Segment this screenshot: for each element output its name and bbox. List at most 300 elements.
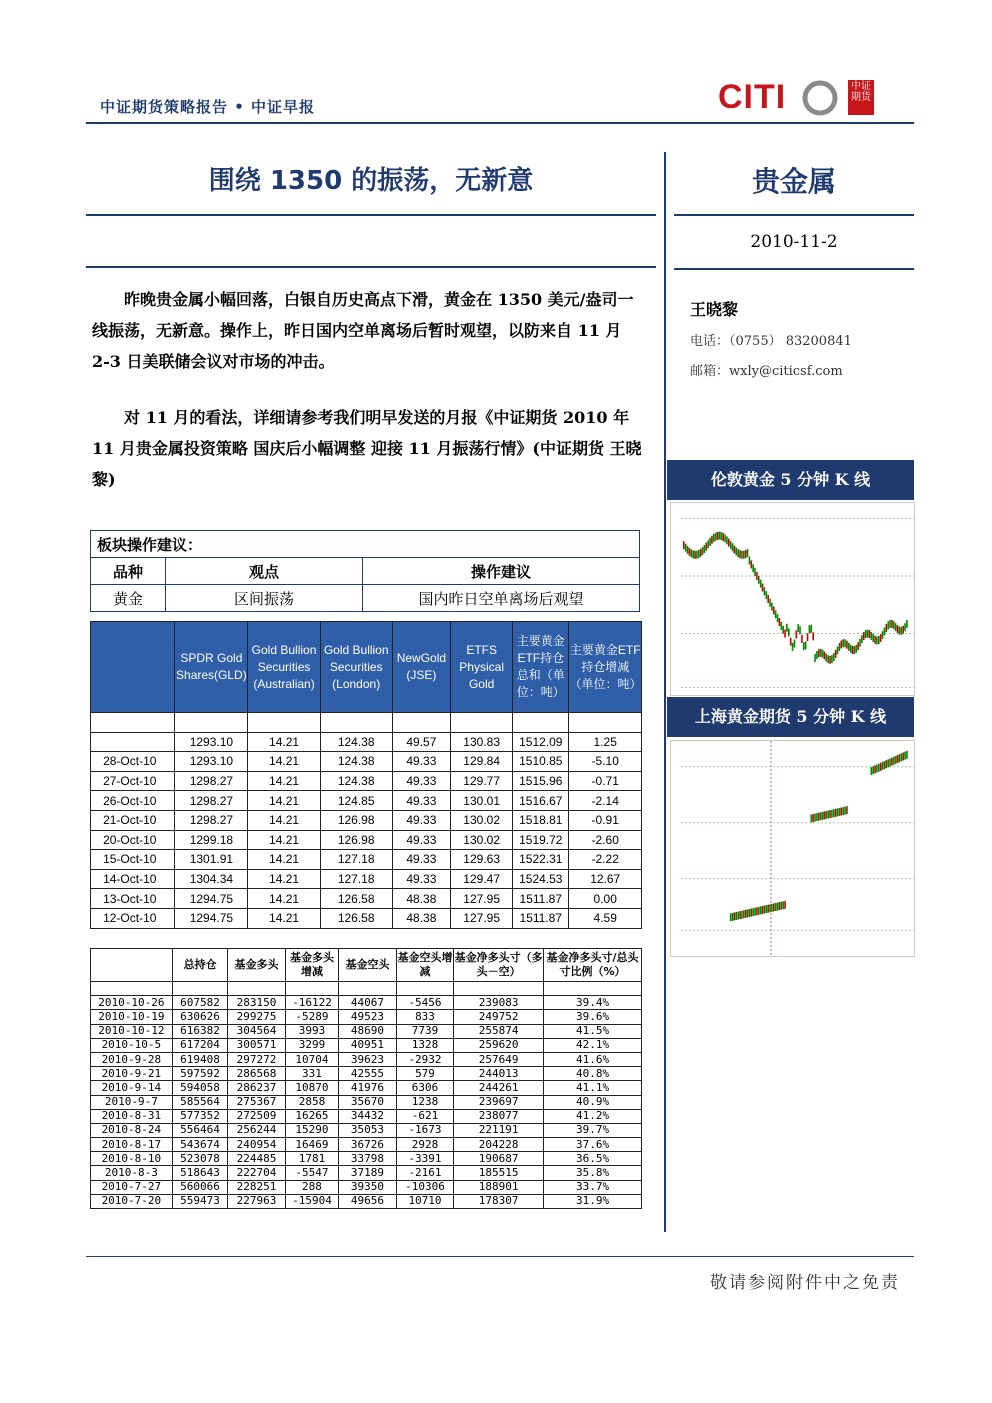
cftc-cell: 2010-8-31	[91, 1109, 173, 1123]
table-row	[91, 1166, 642, 1180]
advice-cell: 国内昨日空单离场后观望	[363, 585, 640, 612]
candle	[844, 639, 846, 647]
candle	[734, 912, 736, 920]
cftc-cell: 2010-10-26	[91, 996, 173, 1010]
cftc-cell: -2161	[396, 1166, 454, 1180]
table-row	[91, 752, 642, 772]
candle	[874, 636, 876, 644]
etf-cell: 129.77	[451, 771, 513, 791]
etf-cell: 124.38	[320, 771, 392, 791]
cftc-cell: 300571	[228, 1038, 286, 1052]
table-row	[91, 1095, 642, 1109]
candle	[854, 646, 856, 654]
cftc-cell: 7739	[396, 1024, 454, 1038]
etf-cell: 1518.81	[513, 810, 569, 830]
cftc-header-cell: 基金净多头寸/总头寸比例（%）	[544, 949, 642, 982]
etf-cell: 1512.09	[513, 732, 569, 752]
candle	[812, 814, 814, 822]
etf-cell: 15-Oct-10	[91, 850, 175, 870]
etf-header-cell	[91, 622, 175, 713]
cftc-cell: 44067	[339, 996, 397, 1010]
advice-table	[90, 530, 640, 612]
candle	[689, 548, 691, 556]
etf-cell: 14.21	[248, 869, 320, 889]
etf-cell: 1294.75	[175, 889, 248, 909]
candle	[837, 808, 839, 816]
etf-cell: 124.38	[320, 752, 392, 772]
etf-cell: 1524.53	[513, 869, 569, 889]
cftc-cell: 288	[285, 1180, 338, 1194]
candle	[812, 632, 814, 640]
candle	[722, 533, 724, 541]
candle	[880, 763, 882, 771]
london-gold-chart-header: 伦敦黄金 5 分钟 K 线	[667, 460, 914, 500]
etf-cell: -2.60	[569, 830, 642, 850]
table-row	[91, 1081, 642, 1095]
candle	[717, 532, 719, 540]
candle	[790, 638, 792, 646]
author-name: 王晓黎	[690, 300, 739, 319]
cftc-cell: 579	[396, 1067, 454, 1081]
cftc-cell: 228251	[228, 1180, 286, 1194]
etf-cell: 1299.18	[175, 830, 248, 850]
table-row	[91, 1152, 642, 1166]
candle	[805, 641, 807, 649]
candle	[743, 910, 745, 918]
etf-cell: 1511.87	[513, 908, 569, 928]
cftc-cell: 2010-10-19	[91, 1010, 173, 1024]
cftc-cell: 607582	[172, 996, 228, 1010]
etf-cell: 130.02	[451, 810, 513, 830]
candle	[782, 626, 784, 634]
candle	[702, 547, 704, 555]
report-header-title: 中证期货策略报告 • 中证早报	[100, 98, 316, 116]
candle	[706, 543, 708, 551]
etf-cell	[569, 713, 642, 733]
cftc-cell: 40951	[339, 1038, 397, 1052]
table-row	[91, 771, 642, 791]
etf-cell: 14-Oct-10	[91, 869, 175, 889]
candle	[743, 551, 745, 559]
cftc-cell: 42555	[339, 1067, 397, 1081]
report-title: 围绕 1350 的振荡，无新意	[208, 166, 534, 196]
sector-title: 贵金属	[751, 165, 836, 198]
etf-cell: 0.00	[569, 889, 642, 909]
cftc-cell: 299275	[228, 1010, 286, 1024]
cftc-cell: 39.4%	[544, 996, 642, 1010]
shanghai-gold-chart-header: 上海黄金期货 5 分钟 K 线	[667, 697, 914, 737]
candle	[739, 911, 741, 919]
candle	[829, 656, 831, 664]
candle	[889, 620, 891, 628]
cftc-cell	[396, 982, 454, 996]
candle	[747, 909, 749, 917]
candle	[826, 811, 828, 819]
table-row	[91, 1194, 642, 1208]
etf-header-cell: SPDR Gold Shares(GLD)	[175, 622, 248, 713]
etf-cell	[91, 713, 175, 733]
table-row	[91, 908, 642, 928]
cftc-cell: 594058	[172, 1081, 228, 1095]
etf-cell: -2.22	[569, 850, 642, 870]
candle	[737, 549, 739, 557]
table-row	[91, 1010, 642, 1024]
cftc-cell: 331	[285, 1067, 338, 1081]
etf-cell: 14.21	[248, 791, 320, 811]
cftc-cell: 2010-9-21	[91, 1067, 173, 1081]
etf-cell: 129.84	[451, 752, 513, 772]
cftc-cell: 297272	[228, 1052, 286, 1066]
candle	[887, 759, 889, 767]
cftc-cell	[285, 982, 338, 996]
citics-logo	[718, 78, 888, 118]
candle	[775, 610, 777, 618]
advice-cell: 黄金	[91, 585, 166, 612]
cftc-cell: 35670	[339, 1095, 397, 1109]
candle	[872, 766, 874, 774]
candle	[756, 572, 758, 580]
candle	[794, 640, 796, 648]
etf-cell: 126.98	[320, 810, 392, 830]
cftc-cell: 185515	[454, 1166, 544, 1180]
paragraph-2: 对 11 月的看法，详细请参考我们明早发送的月报《中证期货 2010 年 11 月贵金属投资策略 国庆后小幅调整 迎接 11 月振荡行情》(中证期货 王晓黎)	[92, 408, 642, 489]
candle	[902, 752, 904, 760]
candle	[801, 635, 803, 643]
candle	[736, 548, 738, 556]
candle	[906, 620, 908, 628]
cftc-cell: 10710	[396, 1194, 454, 1208]
cftc-cell: 577352	[172, 1109, 228, 1123]
etf-cell: 21-Oct-10	[91, 810, 175, 830]
candle	[782, 901, 784, 909]
cftc-cell: 36726	[339, 1138, 397, 1152]
etf-cell: 1301.91	[175, 850, 248, 870]
candle	[784, 630, 786, 638]
etf-cell: 14.21	[248, 810, 320, 830]
cftc-cell: -5456	[396, 996, 454, 1010]
candle	[822, 650, 824, 658]
candle	[730, 541, 732, 549]
etf-cell: 49.33	[392, 869, 451, 889]
candle	[869, 630, 871, 638]
cftc-cell: 283150	[228, 996, 286, 1010]
etf-cell: 130.01	[451, 791, 513, 811]
etf-cell: 127.95	[451, 889, 513, 909]
candle	[846, 806, 848, 814]
candle	[771, 904, 773, 912]
candle	[719, 532, 721, 540]
candle	[781, 902, 783, 910]
etf-cell: 1293.10	[175, 752, 248, 772]
candle	[736, 912, 738, 920]
advice-cell: 区间振荡	[166, 585, 363, 612]
cftc-cell: -16122	[285, 996, 338, 1010]
table-row	[91, 1180, 642, 1194]
candle	[826, 654, 828, 662]
cftc-cell: 617204	[172, 1038, 228, 1052]
candle	[799, 626, 801, 634]
candle	[771, 603, 773, 611]
cftc-cell: 585564	[172, 1095, 228, 1109]
cftc-header-cell: 基金净多头寸（多头－空）	[454, 949, 544, 982]
candle	[818, 813, 820, 821]
etf-cell: 12-Oct-10	[91, 908, 175, 928]
candle	[803, 642, 805, 650]
candle	[747, 549, 749, 557]
cftc-cell: 543674	[172, 1138, 228, 1152]
london-gold-chart	[670, 502, 915, 696]
etf-cell: 20-Oct-10	[91, 830, 175, 850]
candle	[876, 637, 878, 645]
cftc-cell: 188901	[454, 1180, 544, 1194]
etf-cell: 130.02	[451, 830, 513, 850]
etf-cell: 49.33	[392, 791, 451, 811]
cftc-cell: 597592	[172, 1067, 228, 1081]
candle	[758, 907, 760, 915]
candle	[833, 653, 835, 661]
etf-header-cell: Gold Bullion Securities (Australian)	[248, 622, 320, 713]
etf-cell: 1511.87	[513, 889, 569, 909]
candle	[871, 767, 873, 775]
cftc-header-cell: 基金空头增减	[396, 949, 454, 982]
candle	[893, 621, 895, 629]
candle	[752, 908, 754, 916]
cftc-cell: 244013	[454, 1067, 544, 1081]
cftc-cell: 222704	[228, 1166, 286, 1180]
etf-cell: 48.38	[392, 908, 451, 928]
candle	[754, 568, 756, 576]
candle	[816, 813, 818, 821]
footer-disclaimer: 敬请参阅附件中之免责	[710, 1273, 900, 1293]
cftc-cell: 41.5%	[544, 1024, 642, 1038]
etf-cell: 49.33	[392, 752, 451, 772]
cftc-cell: 2010-9-28	[91, 1052, 173, 1066]
candle	[831, 655, 833, 663]
candle	[822, 812, 824, 820]
etf-cell: 127.18	[320, 850, 392, 870]
candle	[882, 631, 884, 639]
etf-cell: -2.14	[569, 791, 642, 811]
candle	[685, 544, 687, 552]
candle	[694, 551, 696, 559]
cftc-cell: 48690	[339, 1024, 397, 1038]
cftc-cell: 41.6%	[544, 1052, 642, 1066]
candle	[713, 534, 715, 542]
cftc-cell: 37.6%	[544, 1138, 642, 1152]
body-rule	[86, 266, 656, 268]
cftc-cell: 1328	[396, 1038, 454, 1052]
table-row	[91, 850, 642, 870]
cftc-cell: -1673	[396, 1123, 454, 1137]
cftc-cell: 49656	[339, 1194, 397, 1208]
report-date: 2010-11-2	[750, 232, 838, 252]
candle	[773, 903, 775, 911]
candle	[715, 533, 717, 541]
cftc-cell	[544, 982, 642, 996]
etf-cell	[91, 732, 175, 752]
cftc-cell: 560066	[172, 1180, 228, 1194]
table-row	[91, 810, 642, 830]
cftc-cell: 1238	[396, 1095, 454, 1109]
candle	[839, 808, 841, 816]
etf-cell: 1293.10	[175, 732, 248, 752]
candle	[788, 628, 790, 636]
cftc-header-cell: 基金多头	[228, 949, 286, 982]
cftc-cell: 42.1%	[544, 1038, 642, 1052]
advice-caption: 板块操作建议：	[91, 531, 640, 558]
candle	[751, 560, 753, 568]
author-email: 邮箱：wxly@citicsf.com	[690, 364, 843, 379]
advice-header: 操作建议	[363, 558, 640, 585]
candle	[844, 807, 846, 815]
etf-cell: 49.33	[392, 850, 451, 870]
candle	[861, 635, 863, 643]
paragraph-1: 昨晚贵金属小幅回落，白银自历史高点下滑，黄金在 1350 美元/盎司一线振荡，无新意。操作上，昨日国内空单离场后暂时观望，以防来自 11 月 2-3 日美联储会议对市场的冲击。	[92, 290, 634, 371]
etf-cell: 127.18	[320, 869, 392, 889]
etf-header-cell: NewGold (JSE)	[392, 622, 451, 713]
candle	[897, 625, 899, 633]
cftc-cell: 204228	[454, 1138, 544, 1152]
etf-cell: 1510.85	[513, 752, 569, 772]
candle	[878, 636, 880, 644]
cftc-cell: 39623	[339, 1052, 397, 1066]
cftc-cell: 239083	[454, 996, 544, 1010]
candle	[698, 550, 700, 558]
cftc-cell: 6306	[396, 1081, 454, 1095]
cftc-cell: 259620	[454, 1038, 544, 1052]
candle	[721, 532, 723, 540]
candle	[846, 641, 848, 649]
candle	[827, 655, 829, 663]
etf-header-cell: 主要黄金ETF持仓增减（单位：吨）	[569, 622, 642, 713]
candle	[728, 539, 730, 547]
etf-cell: 48.38	[392, 889, 451, 909]
etf-cell: 49.33	[392, 771, 451, 791]
candle	[816, 651, 818, 659]
cftc-cell: 833	[396, 1010, 454, 1024]
candle	[769, 599, 771, 607]
logo-text: CITI	[718, 78, 787, 116]
candle	[835, 650, 837, 658]
cftc-cell: 240954	[228, 1138, 286, 1152]
candle	[820, 812, 822, 820]
candle	[895, 623, 897, 631]
candle	[850, 645, 852, 653]
cftc-cell: -5547	[285, 1166, 338, 1180]
cftc-cell: 2010-9-7	[91, 1095, 173, 1109]
etf-cell: 27-Oct-10	[91, 771, 175, 791]
cftc-cell	[172, 982, 228, 996]
candle	[711, 536, 713, 544]
candle	[749, 909, 751, 917]
cftc-cell: 257649	[454, 1052, 544, 1066]
etf-cell: 1298.27	[175, 791, 248, 811]
etf-cell	[248, 713, 320, 733]
candle	[779, 902, 781, 910]
table-row	[91, 1123, 642, 1137]
candle	[737, 912, 739, 920]
etf-cell: 124.38	[320, 732, 392, 752]
cftc-cell: 10704	[285, 1052, 338, 1066]
candle	[730, 913, 732, 921]
candle	[767, 595, 769, 603]
cftc-cell: 39350	[339, 1180, 397, 1194]
candle	[841, 808, 843, 816]
cftc-cell: 40.8%	[544, 1067, 642, 1081]
cftc-cell: 2010-10-5	[91, 1038, 173, 1052]
etf-cell: 49.33	[392, 810, 451, 830]
cftc-cell: 39.7%	[544, 1123, 642, 1137]
etf-cell	[320, 713, 392, 733]
candle	[891, 758, 893, 766]
candle	[766, 905, 768, 913]
candle	[839, 643, 841, 651]
date-rule	[674, 268, 914, 270]
candle	[906, 751, 908, 759]
candle	[751, 909, 753, 917]
candle	[807, 633, 809, 641]
logo-emblem-icon	[802, 80, 846, 116]
etf-cell: 14.21	[248, 752, 320, 772]
candle	[886, 760, 888, 768]
candle	[901, 753, 903, 761]
candle	[865, 630, 867, 638]
cftc-cell: 2010-10-12	[91, 1024, 173, 1038]
cftc-positions-table	[90, 948, 642, 1209]
cftc-cell: 523078	[172, 1152, 228, 1166]
etf-cell: 49.33	[392, 830, 451, 850]
candle	[884, 761, 886, 769]
cftc-cell: 3993	[285, 1024, 338, 1038]
candle	[814, 654, 816, 662]
header-rule	[86, 122, 914, 124]
etf-cell	[175, 713, 248, 733]
candle	[848, 643, 850, 651]
candle	[760, 906, 762, 914]
candle	[756, 907, 758, 915]
candle	[792, 643, 794, 651]
table-row	[91, 1067, 642, 1081]
etf-cell: 130.83	[451, 732, 513, 752]
cftc-cell: 2010-7-27	[91, 1180, 173, 1194]
cftc-cell	[228, 982, 286, 996]
candle	[781, 622, 783, 630]
table-row	[91, 1024, 642, 1038]
cftc-cell: 33.7%	[544, 1180, 642, 1194]
cftc-cell: 286568	[228, 1067, 286, 1081]
cftc-cell: 239697	[454, 1095, 544, 1109]
candle	[818, 649, 820, 657]
candle	[889, 759, 891, 767]
table-row	[91, 732, 642, 752]
cftc-cell: 35.8%	[544, 1166, 642, 1180]
candle	[833, 809, 835, 817]
candle	[811, 625, 813, 633]
cftc-cell: 244261	[454, 1081, 544, 1095]
cftc-cell: 2010-9-14	[91, 1081, 173, 1095]
candle	[745, 550, 747, 558]
candle	[784, 901, 786, 909]
candle	[764, 906, 766, 914]
cftc-cell: 35053	[339, 1123, 397, 1137]
candle	[732, 913, 734, 921]
etf-cell: 14.21	[248, 771, 320, 791]
candle	[831, 810, 833, 818]
candle	[824, 651, 826, 659]
etf-cell: -5.10	[569, 752, 642, 772]
candle	[902, 626, 904, 634]
candle	[758, 576, 760, 584]
